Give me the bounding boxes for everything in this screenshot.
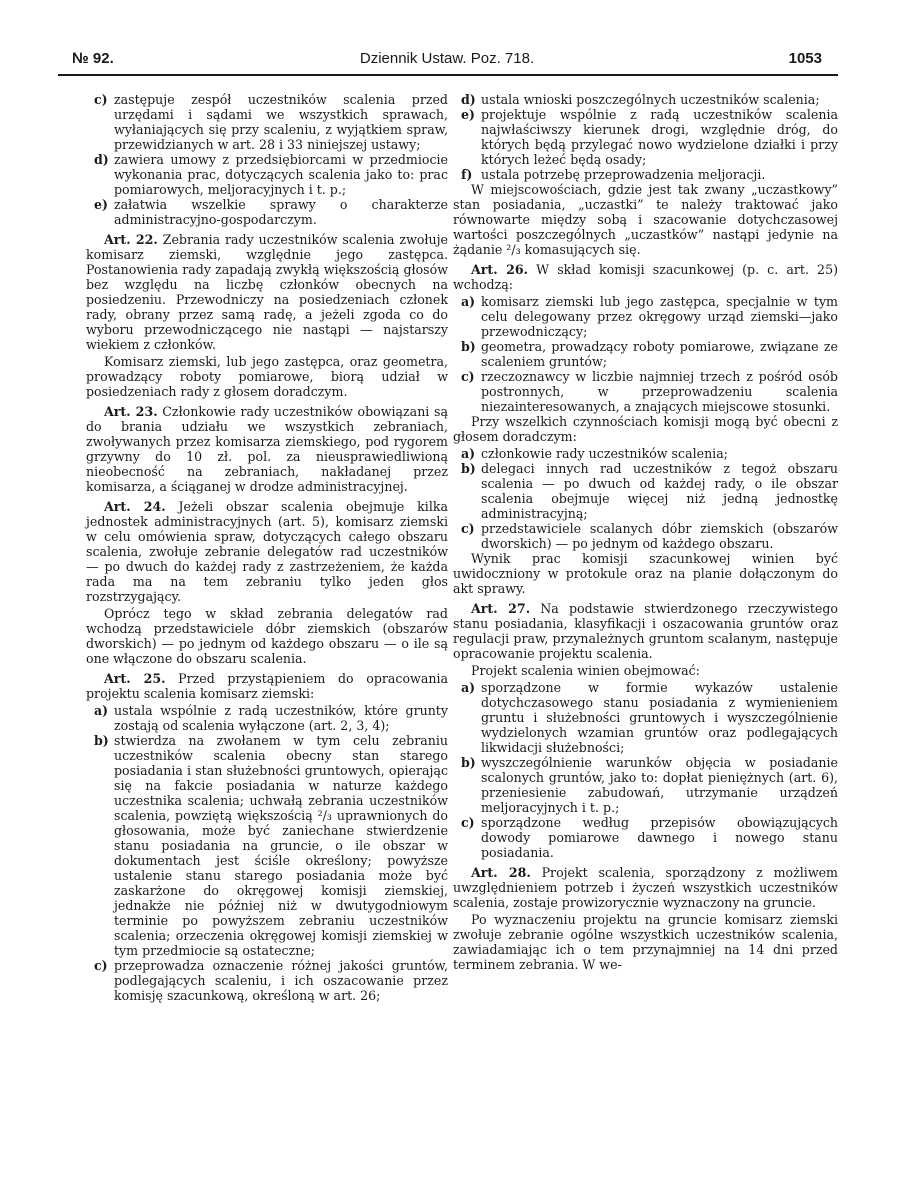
paragraph: Projekt scalenia winien obejmować:: [471, 663, 700, 678]
right-column: [453, 92, 838, 974]
page-number: 1053: [788, 50, 822, 67]
list-item: a) członkowie rady uczestników scalenia;: [461, 446, 728, 461]
journal-number: № 92.: [72, 50, 114, 67]
article-25: Art. 25. Przed przystąpieniem do opracowania projektu scalenia komisarz ziemski:: [86, 671, 448, 701]
article-heading: Art. 22.: [104, 232, 158, 247]
article-heading: Art. 26.: [471, 262, 529, 277]
list-item: d) zawiera umowy z przedsiębiorcami w przedmiocie wykonania prac, dotyczących scalenia jako to: prac pomiarowych, meljoracyjnych i t. p.;: [94, 152, 448, 197]
article-26: Art. 26. W skład komisji szacunkowej (p. c. art. 25) wchodzą:: [453, 262, 838, 292]
list-item: a) ustala wspólnie z radą uczestników, które grunty zostają od scalenia wyłączone (art. 2, 3, 4);: [94, 703, 448, 733]
paragraph: Oprócz tego w skład zebrania delegatów rad wchodzą przedstawiciele dóbr ziemskich (obszarów dworskich) — po jednym od każdego obszaru — o ile są one włączone do obszaru scalenia.: [86, 606, 448, 666]
paragraph: Wynik prac komisji szacunkowej winien być uwidoczniony w protokule oraz na planie dołączonym do akt sprawy.: [453, 551, 838, 596]
list-item: c) przedstawiciele scalanych dóbr ziemskich (obszarów dworskich) — po jednym od każdego obszaru.: [461, 521, 838, 551]
list-item: c) przeprowadza oznaczenie różnej jakości gruntów, podlegających scaleniu, i ich oszacowanie przez komisję szacunkową, określoną w art. 26;: [94, 958, 448, 1003]
article-24: Art. 24. Jeżeli obszar scalenia obejmuje kilka jednostek administracyjnych (art. 5), komisarz ziemski w celu omówienia spraw, dotyczących całego obszaru scalenia, zwołuje zebranie delegatów rad uczestników — po dwuch do każdej rady z zastrzeżeniem, że każda rada ma na tem zebraniu tylko jeden głos rozstrzygający.: [86, 499, 448, 604]
article-heading: Art. 27.: [471, 601, 531, 616]
paragraph: Komisarz ziemski, lub jego zastępca, oraz geometra, prowadzący roboty pomiarowe, biorą udział w posiedzeniach rady z głosem doradczym.: [86, 354, 448, 399]
page-header: [72, 50, 822, 74]
article-28: Art. 28. Projekt scalenia, sporządzony z możliwem uwzględnieniem potrzeb i życzeń wszystkich uczestników scalenia, zostaje prowizorycznie wyznaczony na gruncie.: [453, 865, 838, 910]
list-item: b) geometra, prowadzący roboty pomiarowe, związane ze scaleniem gruntów;: [461, 339, 838, 369]
paragraph: W miejscowościach, gdzie jest tak zwany „uczastkowy” stan posiadania, „uczastki” te należy traktować jako równowarte między sobą i szacowanie dotychczasowej wartości poszczególnych „uczastków” nastąpi jedynie na żądanie ²/₃ komasujących się.: [453, 182, 838, 257]
article-27: Art. 27. Na podstawie stwierdzonego rzeczywistego stanu posiadania, klasyfikacji i oszacowania gruntów oraz regulacji praw, przynależnych gruntom scalanym, następuje opracowanie projektu scalenia.: [453, 601, 838, 661]
paragraph: Przy wszelkich czynnościach komisji mogą być obecni z głosem doradczym:: [453, 414, 838, 444]
article-heading: Art. 25.: [104, 671, 166, 686]
list-item: e) projektuje wspólnie z radą uczestników scalenia najwłaściwszy kierunek drogi, względnie dróg, do których będą przylegać nowo wydzielone działki i przy których leżeć będą osady;: [461, 107, 838, 167]
header-rule: [58, 74, 838, 76]
list-item: a) sporządzone w formie wykazów ustalenie dotychczasowego stanu posiadania z wymienieniem gruntu i służebności gruntowych i wyszczególnienie wydzielonych wzamian gruntów oraz podlegających likwidacji służebności;: [461, 680, 838, 755]
list-item: c) sporządzone według przepisów obowiązujących dowody pomiarowe dawnego i nowego stanu posiadania.: [461, 815, 838, 860]
list-item: b) stwierdza na zwołanem w tym celu zebraniu uczestników scalenia obecny stan starego posiadania i stan służebności gruntowych, opierając się na fakcie posiadania w naturze każdego uczestnika scalenia; uchwałą zebrania uczestników scalenia, powziętą większością ²/₃ uprawnionych do głosowania, może być zaniechane stwierdzenie stanu posiadania na gruncie, o ile obszar w dokumentach jest ściśle określony; powyższe ustalenie stanu starego posiadania może być zaskarżone do okręgowej komisji ziemskiej, jednakże nie później niż w dwutygodniowym terminie po powyższem zebraniu uczestników scalenia; orzeczenia okręgowej komisji ziemskiej w tym przedmiocie są ostateczne;: [94, 733, 448, 958]
list-item: c) zastępuje zespół uczestników scalenia przed urzędami i sądami we wszystkich sprawach, wyłaniających się przy scaleniu, z wyjątkiem spraw, przewidzianych w art. 28 i 33 niniejszej ustawy;: [94, 92, 448, 152]
article-23: Art. 23. Członkowie rady uczestników obowiązani są do brania udziału we wszystkich zebraniach, zwoływanych przez komisarza ziemskiego, pod rygorem grzywny do 10 zł. pol. za nieusprawiedliwioną nieobecność na zebraniach, nakładanej przez komisarza, a ściąganej w drodze administracyjnej.: [86, 404, 448, 494]
left-column: [86, 92, 448, 1003]
journal-title: Dziennik Ustaw. Poz. 718.: [359, 50, 535, 67]
article-heading: Art. 28.: [471, 865, 531, 880]
list-item: f) ustala potrzebę przeprowadzenia meljoracji.: [461, 167, 766, 182]
list-item: e) załatwia wszelkie sprawy o charakterze administracyjno-gospodarczym.: [94, 197, 448, 227]
article-22: Art. 22. Zebrania rady uczestników scalenia zwołuje komisarz ziemski, względnie jego zastępca. Postanowienia rady zapadają zwykłą większością głosów bez względu na liczbę członków obecnych na posiedzeniu. Przewodniczy na posiedzeniach członek rady, obrany przez samą radę, a jeżeli zgoda co do wyboru przewodniczącego nie nastąpi — najstarszy wiekiem z członków.: [86, 232, 448, 352]
list-item: d) ustala wnioski poszczególnych uczestników scalenia;: [461, 92, 820, 107]
paragraph: Po wyznaczeniu projektu na gruncie komisarz ziemski zwołuje zebranie ogólne wszystkich uczestników scalenia, zawiadamiając ich o tem przynajmniej na 14 dni przed terminem zebrania. W we-: [453, 912, 838, 972]
list-item: c) rzeczoznawcy w liczbie najmniej trzech z pośród osób postronnych, w przeprowadzeniu scalenia niezainteresowanych, a znających miejscowe stosunki.: [461, 369, 838, 414]
article-heading: Art. 23.: [104, 404, 158, 419]
article-heading: Art. 24.: [104, 499, 166, 514]
list-item: a) komisarz ziemski lub jego zastępca, specjalnie w tym celu delegowany przez okręgowy urząd ziemski—jako przewodniczący;: [461, 294, 838, 339]
list-item: b) wyszczególnienie warunków objęcia w posiadanie scalonych gruntów, jako to: dopłat pieniężnych (art. 6), przeniesienie zabudowań, utrzymanie urządzeń meljoracyjnych i t. p.;: [461, 755, 838, 815]
list-item: b) delegaci innych rad uczestników z tegoż obszaru scalenia — po dwuch od każdej rady, o ile obszar scalenia obejmuje więcej niż jedną jednostkę administracyjną;: [461, 461, 838, 521]
